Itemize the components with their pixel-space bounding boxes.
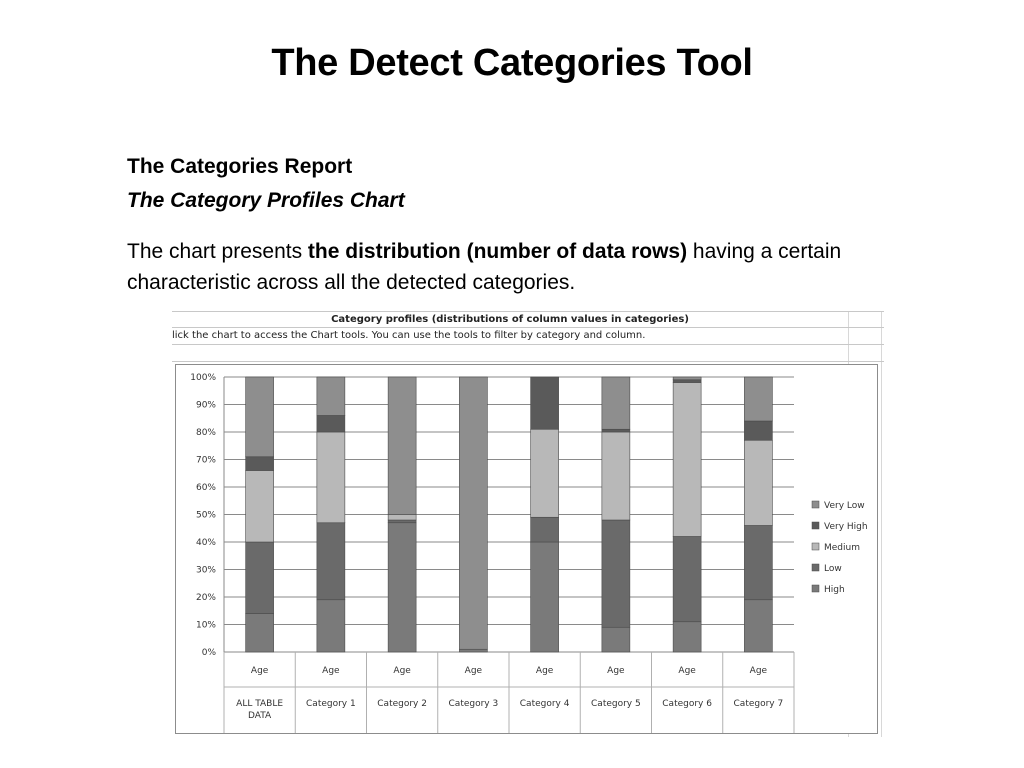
- section-heading: The Categories Report: [127, 155, 353, 178]
- bar-segment-high[interactable]: [744, 600, 772, 652]
- category-label: Category 5: [591, 699, 641, 709]
- bar-segment-very-high[interactable]: [673, 380, 701, 383]
- x-tick-label: Age: [393, 666, 411, 676]
- legend-label: High: [824, 585, 845, 595]
- x-tick-label: Age: [322, 666, 340, 676]
- bar-segment-high[interactable]: [602, 627, 630, 652]
- description-paragraph: [127, 236, 927, 298]
- y-tick-label: 80%: [195, 428, 216, 438]
- bar-segment-medium[interactable]: [388, 515, 416, 521]
- sheet-note-cell[interactable]: lick the chart to access the Chart tools. You can use the tools to filter by category and column.: [172, 330, 646, 341]
- legend-swatch: [812, 585, 819, 592]
- y-tick-label: 10%: [195, 620, 216, 631]
- bar-segment-medium[interactable]: [673, 383, 701, 537]
- legend-swatch: [812, 543, 819, 550]
- legend-swatch: [812, 564, 819, 571]
- bar-segment-high[interactable]: [531, 542, 559, 652]
- bar-segment-high[interactable]: [459, 649, 487, 652]
- bar-segment-medium[interactable]: [531, 429, 559, 517]
- sheet-header-cell[interactable]: Category profiles (distributions of column values in categories): [331, 314, 689, 325]
- bar-segment-very-high[interactable]: [602, 429, 630, 432]
- bar-segment-low[interactable]: [673, 537, 701, 622]
- y-tick-label: 100%: [190, 373, 216, 383]
- legend-label: Very Low: [824, 501, 865, 511]
- y-tick-label: 40%: [195, 538, 216, 548]
- bar-segment-very-low[interactable]: [317, 377, 345, 416]
- bar-segment-very-high[interactable]: [246, 457, 274, 471]
- description-text-1: The chart presents: [127, 240, 308, 263]
- bar-segment-medium[interactable]: [317, 432, 345, 523]
- bar-segment-low[interactable]: [246, 542, 274, 614]
- bar-segment-very-low[interactable]: [673, 377, 701, 380]
- slide-title: The Detect Categories Tool: [271, 42, 753, 84]
- bar-segment-very-low[interactable]: [388, 377, 416, 515]
- legend-swatch: [812, 522, 819, 529]
- bar-segment-high[interactable]: [246, 614, 274, 653]
- description-text-2: having a certain characteristic across all the detected categories.: [127, 240, 842, 294]
- legend-label: Very High: [824, 522, 868, 532]
- bar-segment-very-high[interactable]: [317, 416, 345, 433]
- category-label: DATA: [248, 711, 272, 721]
- sheet-header-row[interactable]: [172, 311, 884, 328]
- bar-segment-very-low[interactable]: [602, 377, 630, 429]
- sheet-gridline: [881, 311, 882, 737]
- category-label: Category 2: [377, 699, 427, 709]
- bar-segment-very-low[interactable]: [744, 377, 772, 421]
- sheet-empty-row[interactable]: [172, 345, 884, 362]
- category-label: Category 3: [448, 699, 499, 709]
- chart-frame[interactable]: [175, 364, 878, 734]
- x-tick-label: Age: [678, 666, 696, 676]
- bar-segment-high[interactable]: [673, 622, 701, 652]
- bar-segment-high[interactable]: [317, 600, 345, 652]
- y-tick-label: 60%: [195, 483, 216, 493]
- bar-segment-high[interactable]: [388, 523, 416, 652]
- bar-segment-very-high[interactable]: [531, 377, 559, 429]
- y-tick-label: 70%: [195, 455, 216, 466]
- spreadsheet-area: [172, 311, 884, 737]
- bar-segment-medium[interactable]: [744, 440, 772, 525]
- y-tick-label: 90%: [195, 400, 216, 411]
- category-profiles-chart[interactable]: [176, 365, 877, 733]
- legend-label: Medium: [824, 543, 860, 553]
- x-tick-label: Age: [250, 666, 269, 676]
- category-label: Category 4: [519, 699, 570, 709]
- description-emphasis: the distribution (number of data rows): [307, 240, 688, 263]
- bar-segment-medium[interactable]: [602, 432, 630, 520]
- x-tick-label: Age: [464, 666, 483, 676]
- sheet-note-row[interactable]: [172, 328, 884, 345]
- legend-label: Low: [824, 564, 842, 574]
- x-tick-label: Age: [535, 666, 554, 676]
- bar-segment-low[interactable]: [531, 517, 559, 542]
- y-tick-label: 20%: [195, 593, 216, 603]
- legend-swatch: [812, 501, 819, 508]
- bar-segment-low[interactable]: [602, 520, 630, 627]
- y-tick-label: 50%: [195, 510, 216, 521]
- y-tick-label: 0%: [201, 648, 216, 658]
- bar-segment-very-high[interactable]: [744, 421, 772, 440]
- section-subheading: The Category Profiles Chart: [127, 189, 405, 212]
- bar-segment-low[interactable]: [317, 523, 345, 600]
- bar-segment-medium[interactable]: [246, 471, 274, 543]
- y-tick-label: 30%: [195, 565, 216, 576]
- bar-segment-low[interactable]: [744, 526, 772, 600]
- category-label: Category 7: [733, 699, 784, 709]
- bar-segment-low[interactable]: [388, 520, 416, 523]
- section-headings: [127, 150, 927, 218]
- category-label: Category 1: [306, 699, 356, 709]
- category-label: Category 6: [662, 699, 712, 709]
- x-tick-label: Age: [607, 666, 625, 676]
- bar-segment-very-low[interactable]: [459, 377, 487, 649]
- x-tick-label: Age: [749, 666, 768, 676]
- category-label: ALL TABLE: [236, 699, 284, 709]
- bar-segment-very-low[interactable]: [246, 377, 274, 457]
